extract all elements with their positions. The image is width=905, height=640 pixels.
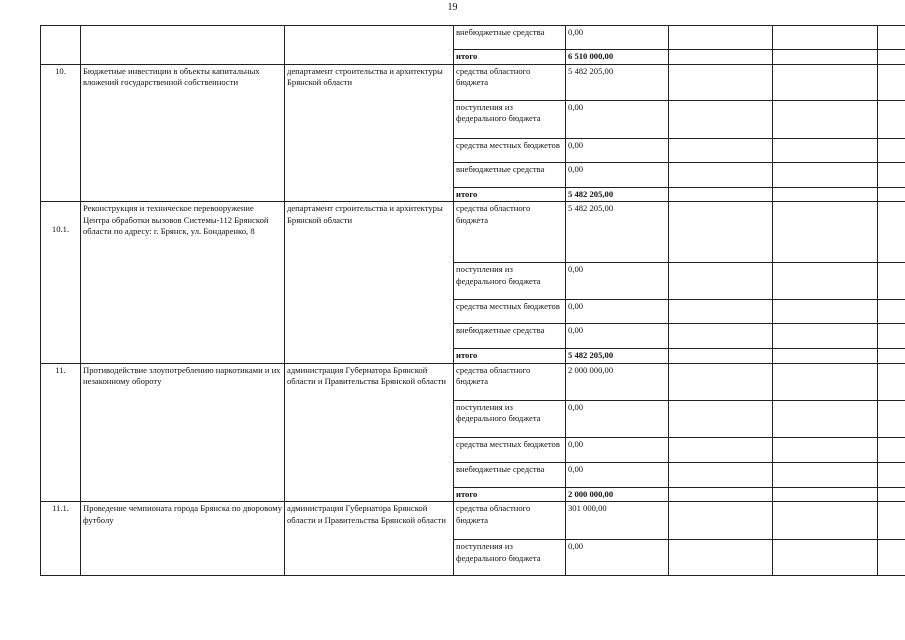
amount-cell: 0,00 bbox=[566, 162, 669, 187]
amount-cell: 301 000,00 bbox=[566, 502, 669, 540]
total-amount: 5 482 205,00 bbox=[566, 187, 669, 202]
item-number: 11.1. bbox=[41, 502, 81, 576]
source-label: средства областного бюджета bbox=[454, 502, 566, 540]
empty-cell bbox=[878, 502, 905, 540]
total-amount: 6 510 000,00 bbox=[566, 50, 669, 65]
total-amount: 2 000 000,00 bbox=[566, 487, 669, 502]
item-name: Противодействие злоупотреблению наркотиками и их незаконному обороту bbox=[81, 363, 285, 502]
amount-cell: 0,00 bbox=[566, 100, 669, 138]
budget-table bbox=[40, 25, 905, 576]
source-label: внебюджетные средства bbox=[454, 162, 566, 187]
empty-cell bbox=[878, 162, 905, 187]
empty-cell bbox=[773, 324, 878, 349]
amount-cell: 0,00 bbox=[566, 324, 669, 349]
empty-cell bbox=[773, 300, 878, 324]
empty-cell bbox=[773, 487, 878, 502]
empty-cell bbox=[669, 363, 773, 400]
empty-cell bbox=[669, 162, 773, 187]
item-name: Проведение чемпионата города Брянска по дворовому футболу bbox=[81, 502, 285, 576]
empty-cell bbox=[669, 324, 773, 349]
empty-cell bbox=[669, 50, 773, 65]
empty-cell bbox=[878, 349, 905, 364]
amount-cell: 0,00 bbox=[566, 138, 669, 162]
empty-cell bbox=[669, 187, 773, 202]
item-executor: департамент строительства и архитектуры Брянской области bbox=[285, 202, 454, 364]
empty-cell bbox=[773, 349, 878, 364]
empty-cell bbox=[773, 502, 878, 540]
num-cell bbox=[41, 26, 81, 65]
empty-cell bbox=[669, 487, 773, 502]
empty-cell bbox=[669, 540, 773, 576]
empty-cell bbox=[773, 263, 878, 300]
amount-cell: 2 000 000,00 bbox=[566, 363, 669, 400]
empty-cell bbox=[669, 437, 773, 462]
source-label: поступления из федерального бюджета bbox=[454, 263, 566, 300]
empty-cell bbox=[773, 50, 878, 65]
empty-cell bbox=[773, 100, 878, 138]
table-row bbox=[41, 26, 905, 50]
empty-cell bbox=[669, 349, 773, 364]
source-label: средства областного бюджета bbox=[454, 202, 566, 263]
empty-cell bbox=[669, 502, 773, 540]
empty-cell bbox=[878, 462, 905, 487]
empty-cell bbox=[878, 487, 905, 502]
empty-cell bbox=[773, 462, 878, 487]
source-label: средства областного бюджета bbox=[454, 363, 566, 400]
table-row bbox=[41, 502, 905, 540]
empty-cell bbox=[669, 462, 773, 487]
empty-cell bbox=[878, 540, 905, 576]
amount-cell: 0,00 bbox=[566, 26, 669, 50]
source-label: поступления из федерального бюджета bbox=[454, 540, 566, 576]
empty-cell bbox=[878, 400, 905, 437]
item-executor: администрация Губернатора Брянской области и Правительства Брянской области bbox=[285, 363, 454, 502]
empty-cell bbox=[669, 100, 773, 138]
source-label: средства областного бюджета bbox=[454, 64, 566, 100]
empty-cell bbox=[669, 202, 773, 263]
empty-cell bbox=[878, 50, 905, 65]
source-label: внебюджетные средства bbox=[454, 462, 566, 487]
table-row bbox=[41, 202, 905, 263]
empty-cell bbox=[773, 187, 878, 202]
item-executor: департамент строительства и архитектуры Брянской области bbox=[285, 64, 454, 202]
empty-cell bbox=[878, 437, 905, 462]
amount-cell: 0,00 bbox=[566, 462, 669, 487]
amount-cell: 0,00 bbox=[566, 437, 669, 462]
empty-cell bbox=[773, 162, 878, 187]
empty-cell bbox=[878, 363, 905, 400]
item-name: Реконструкция и техническое перевооружение Центра обработки вызовов Системы-112 Брянской области по адресу: г. Брянск, ул. Бондаренко, 8 bbox=[81, 202, 285, 364]
total-label: итого bbox=[454, 487, 566, 502]
empty-cell bbox=[878, 26, 905, 50]
item-executor: администрация Губернатора Брянской области и Правительства Брянской области bbox=[285, 502, 454, 576]
empty-cell bbox=[878, 324, 905, 349]
amount-cell: 0,00 bbox=[566, 263, 669, 300]
source-label: поступления из федерального бюджета bbox=[454, 400, 566, 437]
empty-cell bbox=[878, 138, 905, 162]
source-label: средства местных бюджетов bbox=[454, 300, 566, 324]
empty-cell bbox=[669, 64, 773, 100]
amount-cell: 5 482 205,00 bbox=[566, 64, 669, 100]
empty-cell bbox=[669, 26, 773, 50]
empty-cell bbox=[878, 64, 905, 100]
empty-cell bbox=[773, 138, 878, 162]
total-label: итого bbox=[454, 187, 566, 202]
empty-cell bbox=[773, 202, 878, 263]
source-label: поступления из федерального бюджета bbox=[454, 100, 566, 138]
empty-cell bbox=[878, 263, 905, 300]
empty-cell bbox=[669, 138, 773, 162]
empty-cell bbox=[773, 540, 878, 576]
source-label: средства местных бюджетов bbox=[454, 138, 566, 162]
total-label: итого bbox=[454, 50, 566, 65]
page-number: 19 bbox=[447, 2, 458, 13]
source-label: внебюджетные средства bbox=[454, 324, 566, 349]
item-number: 10. bbox=[41, 64, 81, 202]
amount-cell: 0,00 bbox=[566, 400, 669, 437]
executor-cell bbox=[285, 26, 454, 65]
empty-cell bbox=[878, 202, 905, 263]
amount-cell: 5 482 205,00 bbox=[566, 202, 669, 263]
empty-cell bbox=[669, 300, 773, 324]
item-name: Бюджетные инвестиции в объекты капитальных вложений государственной собственности bbox=[81, 64, 285, 202]
empty-cell bbox=[773, 437, 878, 462]
empty-cell bbox=[669, 263, 773, 300]
empty-cell bbox=[878, 300, 905, 324]
empty-cell bbox=[878, 100, 905, 138]
empty-cell bbox=[773, 400, 878, 437]
source-label: внебюджетные средства bbox=[454, 26, 566, 50]
empty-cell bbox=[669, 400, 773, 437]
empty-cell bbox=[773, 64, 878, 100]
table-row bbox=[41, 64, 905, 100]
name-cell bbox=[81, 26, 285, 65]
total-label: итого bbox=[454, 349, 566, 364]
table-row bbox=[41, 363, 905, 400]
empty-cell bbox=[878, 187, 905, 202]
item-number: 10.1. bbox=[41, 202, 81, 364]
empty-cell bbox=[773, 26, 878, 50]
amount-cell: 0,00 bbox=[566, 300, 669, 324]
item-number: 11. bbox=[41, 363, 81, 502]
amount-cell: 0,00 bbox=[566, 540, 669, 576]
empty-cell bbox=[773, 363, 878, 400]
source-label: средства местных бюджетов bbox=[454, 437, 566, 462]
total-amount: 5 482 205,00 bbox=[566, 349, 669, 364]
